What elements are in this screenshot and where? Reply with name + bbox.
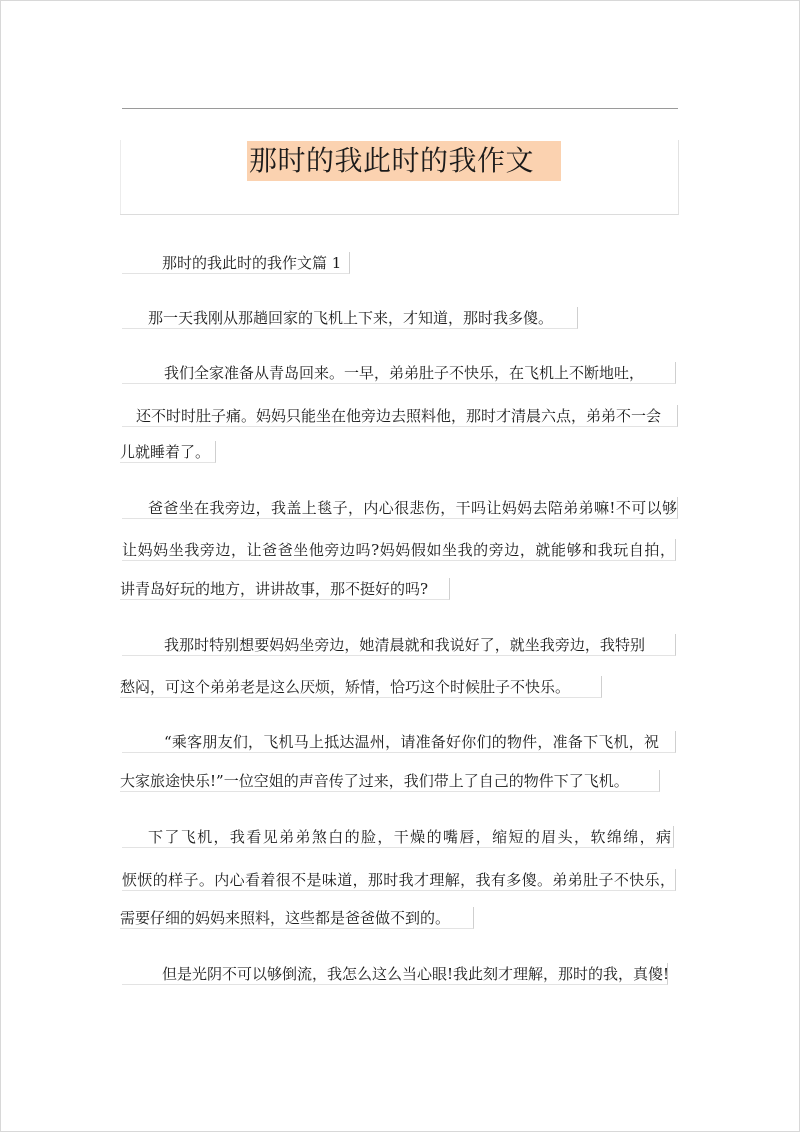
paragraph-line: [120, 578, 450, 600]
paragraph-line: [122, 826, 674, 848]
paragraph-line: [122, 307, 578, 329]
paragraph-line: [122, 539, 676, 561]
paragraph-text: 恹恹的样子。内心看着很不是味道，那时我才理解，我有多傻。弟弟肚子不快乐，: [122, 871, 675, 889]
section-heading: [122, 252, 350, 274]
paragraph-line: [122, 405, 678, 427]
paragraph-line: [122, 362, 676, 384]
paragraph-line: [122, 634, 676, 656]
header-rule: [122, 108, 678, 109]
paragraph-text: 那一天我刚从那趟回家的飞机上下来，才知道，那时我多傻。: [148, 309, 554, 327]
paragraph-line: [120, 676, 602, 698]
document-title: 那时的我此时的我作文: [247, 141, 561, 181]
paragraph-text: “乘客朋友们，飞机马上抵达温州，请准备好你们的物件，准备下飞机，祝: [164, 733, 659, 751]
paragraph-line: [122, 869, 676, 891]
paragraph-text: 爸爸坐在我旁边，我盖上毯子，内心很悲伤，干吗让妈妈去陪弟弟嘛!不可以够: [148, 499, 677, 517]
paragraph-text: 愁闷，可这个弟弟老是这么厌烦，矫情，恰巧这个时候肚子不快乐。: [120, 678, 571, 696]
paragraph-text: 还不时时肚子痛。妈妈只能坐在他旁边去照料他，那时才清晨六点，弟弟不一会: [136, 407, 662, 425]
paragraph-line: [122, 497, 678, 519]
paragraph-text: 让妈妈坐我旁边，让爸爸坐他旁边吗?妈妈假如坐我的旁边，就能够和我玩自拍，: [122, 541, 675, 559]
section-heading-text: 那时的我此时的我作文篇 1: [162, 254, 342, 272]
paragraph-line: [122, 963, 668, 985]
paragraph-text: 我们全家准备从青岛回来。一早，弟弟肚子不快乐，在飞机上不断地吐，: [164, 364, 645, 382]
paragraph-line: [120, 441, 216, 463]
paragraph-text: 大家旅途快乐!”一位空姐的声音传了过来，我们带上了自己的物件下了飞机。: [120, 772, 629, 790]
paragraph-line: [120, 907, 474, 929]
paragraph-text: 需要仔细的妈妈来照料，这些都是爸爸做不到的。: [120, 909, 451, 927]
paragraph-text: 下了飞机，我看见弟弟煞白的脸，干燥的嘴唇，缩短的眉头，软绵绵，病: [148, 828, 671, 846]
paragraph-text: 讲青岛好玩的地方，讲讲故事，那不挺好的吗?: [120, 580, 429, 598]
paragraph-line: [122, 731, 676, 753]
paragraph-text: 我那时特别想要妈妈坐旁边，她清晨就和我说好了，就坐我旁边，我特别: [164, 636, 645, 654]
title-box-edge: [120, 140, 121, 214]
paragraph-text: 儿就睡着了。: [120, 443, 211, 461]
paragraph-text: 但是光阴不可以够倒流，我怎么这么当心眼!我此刻才理解，那时的我，真傻!: [162, 965, 670, 983]
paragraph-line: [120, 770, 660, 792]
